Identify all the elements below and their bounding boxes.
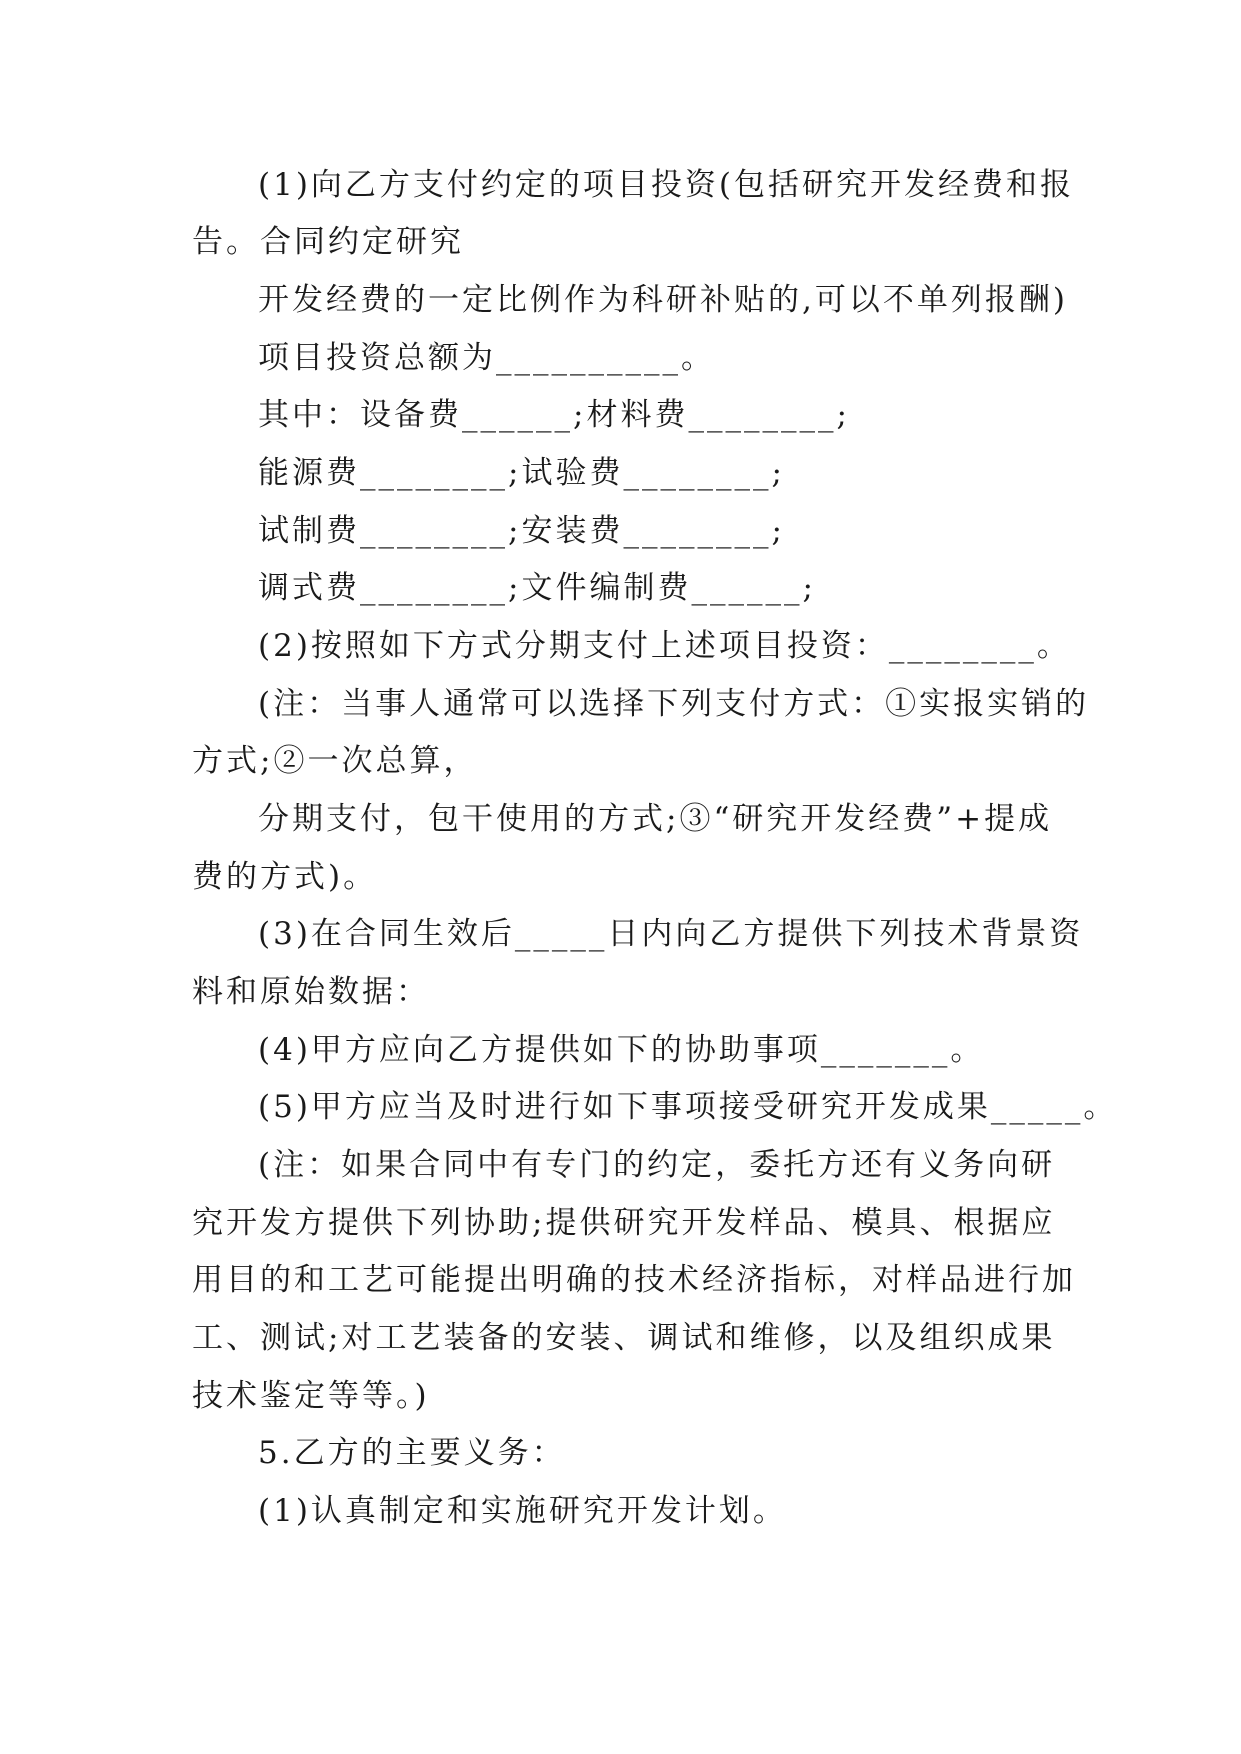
paragraph-line: 试制费________;安装费________; xyxy=(258,513,785,549)
paragraph-line: (5)甲方应当及时进行如下事项接受研究开发成果_____。 xyxy=(258,1089,1118,1125)
paragraph-line: 费的方式)。 xyxy=(192,859,378,895)
paragraph-line: 项目投资总额为__________。 xyxy=(258,340,715,376)
paragraph-line: (1)向乙方支付约定的项目投资(包括研究开发经费和报 xyxy=(258,167,1075,203)
paragraph-line: (注：如果合同中有专门的约定，委托方还有义务向研 xyxy=(258,1147,1056,1183)
paragraph-line: (3)在合同生效后_____日内向乙方提供下列技术背景资 xyxy=(258,916,1084,952)
paragraph-line: 用目的和工艺可能提出明确的技术经济指标，对样品进行加 xyxy=(192,1262,1076,1298)
paragraph-line: 能源费________;试验费________; xyxy=(258,455,785,491)
paragraph-line: (4)甲方应向乙方提供如下的协助事项_______。 xyxy=(258,1032,985,1068)
paragraph-line: (1)认真制定和实施研究开发计划。 xyxy=(258,1493,787,1529)
paragraph-line: (2)按照如下方式分期支付上述项目投资：________。 xyxy=(258,628,1071,664)
paragraph-line: 其中：设备费______;材料费________; xyxy=(258,397,850,433)
paragraph-line: 工、测试;对工艺装备的安装、调试和维修，以及组织成果 xyxy=(192,1320,1056,1356)
paragraph-line: 究开发方提供下列协助;提供研究开发样品、模具、根据应 xyxy=(192,1205,1056,1241)
paragraph-line: 技术鉴定等等。) xyxy=(192,1378,430,1414)
paragraph-line: 开发经费的一定比例作为科研补贴的,可以不单列报酬) xyxy=(258,282,1068,318)
paragraph-line: 料和原始数据： xyxy=(192,974,430,1010)
paragraph-line: 分期支付，包干使用的方式;③“研究开发经费”+提成 xyxy=(258,801,1053,837)
paragraph-line: (注：当事人通常可以选择下列支付方式：①实报实销的 xyxy=(258,686,1090,722)
paragraph-line: 调式费________;文件编制费______; xyxy=(258,570,816,606)
paragraph-line: 方式;②一次总算， xyxy=(192,743,478,779)
paragraph-line: 告。合同约定研究 xyxy=(192,224,464,260)
section-heading: 5.乙方的主要义务： xyxy=(258,1435,566,1471)
